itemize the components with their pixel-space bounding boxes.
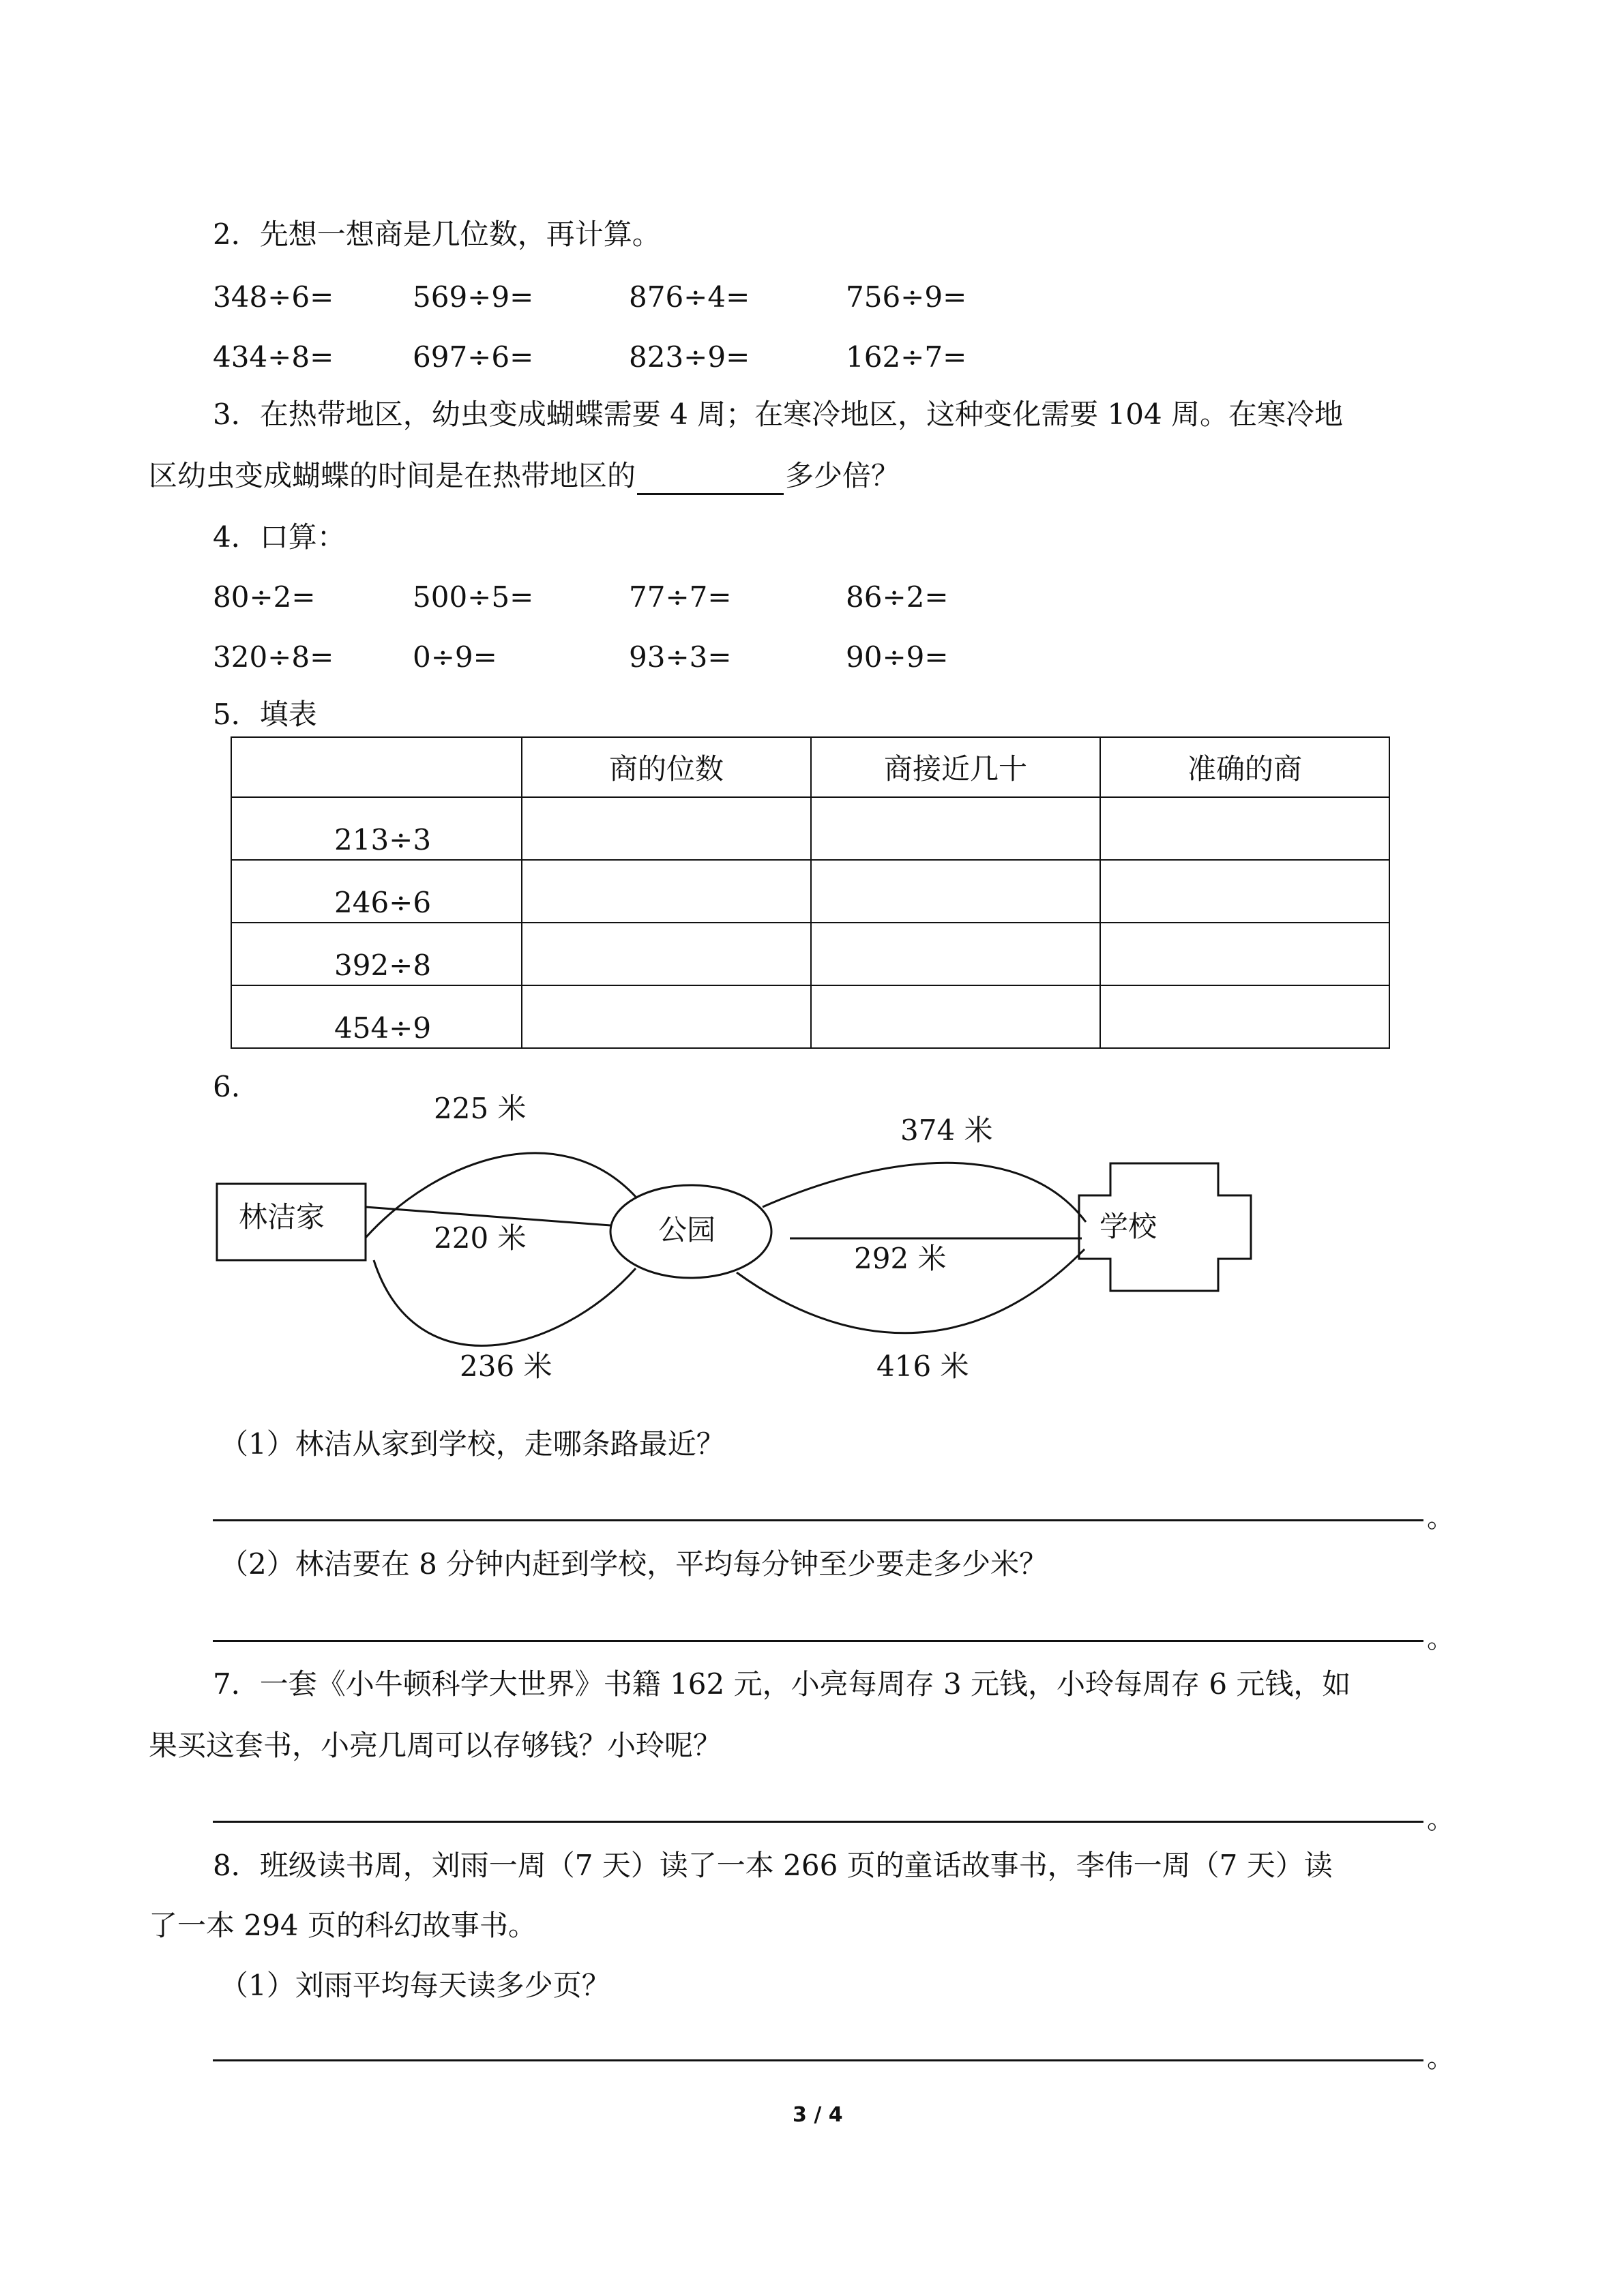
q8-sub-1: （1）刘雨平均每天读多少页？	[220, 1969, 610, 2002]
distance-label: 225 米	[434, 1092, 527, 1125]
answer-period: 。	[1427, 1804, 1454, 1835]
answer-line[interactable]	[213, 1519, 1423, 1521]
answer-line[interactable]	[213, 1640, 1423, 1642]
answer-period: 。	[1427, 2042, 1454, 2074]
q4-expr-6: 0÷9=	[413, 640, 497, 674]
q4-expr-5: 320÷8=	[213, 640, 334, 674]
table-row-label: 454÷9	[231, 985, 522, 1048]
table-header-cell: 商接近几十	[811, 737, 1100, 797]
q4-expr-7: 93÷3=	[629, 640, 732, 674]
q2-expr-3: 876÷4=	[629, 280, 750, 314]
q8-line-1: 8．班级读书周，刘雨一周（7 天）读了一本 266 页的童话故事书，李伟一周（7 天）读	[213, 1849, 1333, 1882]
table-header-cell: 准确的商	[1100, 737, 1389, 797]
answer-line[interactable]	[213, 2059, 1423, 2061]
answer-period: 。	[1427, 1502, 1454, 1534]
q4-expr-2: 500÷5=	[413, 580, 534, 614]
route-park-school-top	[763, 1163, 1086, 1222]
distance-label: 292 米	[854, 1242, 947, 1275]
route-home-park-bottom	[374, 1260, 636, 1345]
q2-expr-2: 569÷9=	[413, 280, 534, 314]
q6-sub-2: （2）林洁要在 8 分钟内赶到学校，平均每分钟至少要走多少米？	[220, 1547, 1048, 1581]
park-label: 公园	[658, 1213, 716, 1247]
q2-title: 2．先想一想商是几位数，再计算。	[213, 218, 661, 251]
distance-label: 416 米	[876, 1350, 969, 1383]
q2-expr-5: 434÷8=	[213, 340, 334, 374]
q5-title: 5．填表	[213, 698, 317, 731]
q4-expr-3: 77÷7=	[629, 580, 732, 614]
table-header-cell: 商的位数	[522, 737, 811, 797]
q7-line-1: 7．一套《小牛顿科学大世界》书籍 162 元，小亮每周存 3 元钱，小玲每周存 6 元钱，如	[213, 1667, 1351, 1701]
q3-line-2-after: 多少倍？	[785, 459, 900, 492]
table-row-label: 213÷3	[231, 797, 522, 860]
q2-expr-8: 162÷7=	[846, 340, 967, 374]
answer-line[interactable]	[213, 1821, 1423, 1823]
answer-period: 。	[1427, 1623, 1454, 1654]
q7-line-2: 果买这套书，小亮几周可以存够钱？小玲呢？	[149, 1729, 722, 1762]
distance-label: 220 米	[434, 1221, 527, 1255]
q4-expr-4: 86÷2=	[846, 580, 949, 614]
q6-number: 6.	[213, 1070, 241, 1103]
table-row-label: 392÷8	[231, 923, 522, 985]
q2-expr-6: 697÷6=	[413, 340, 534, 374]
table-row-label: 246÷6	[231, 860, 522, 923]
q3-line-1: 3．在热带地区，幼虫变成蝴蝶需要 4 周；在寒冷地区，这种变化需要 104 周。在寒冷地	[213, 398, 1344, 431]
q2-expr-1: 348÷6=	[213, 280, 334, 314]
q4-expr-1: 80÷2=	[213, 580, 316, 614]
q2-expr-4: 756÷9=	[846, 280, 967, 314]
q3-line-2-before: 区幼虫变成蝴蝶的时间是在热带地区的	[149, 459, 636, 492]
page-number: 3 / 4	[793, 2103, 843, 2127]
q4-expr-8: 90÷9=	[846, 640, 949, 674]
distance-label: 236 米	[460, 1350, 552, 1383]
q8-line-2: 了一本 294 页的科幻故事书。	[149, 1909, 537, 1942]
distance-label: 374 米	[900, 1114, 993, 1147]
home-label: 林洁家	[239, 1200, 325, 1234]
q6-sub-1: （1）林洁从家到学校，走哪条路最近？	[220, 1427, 725, 1461]
q4-title: 4．口算：	[213, 520, 346, 554]
school-label: 学校	[1099, 1210, 1157, 1243]
q2-expr-7: 823÷9=	[629, 340, 750, 374]
